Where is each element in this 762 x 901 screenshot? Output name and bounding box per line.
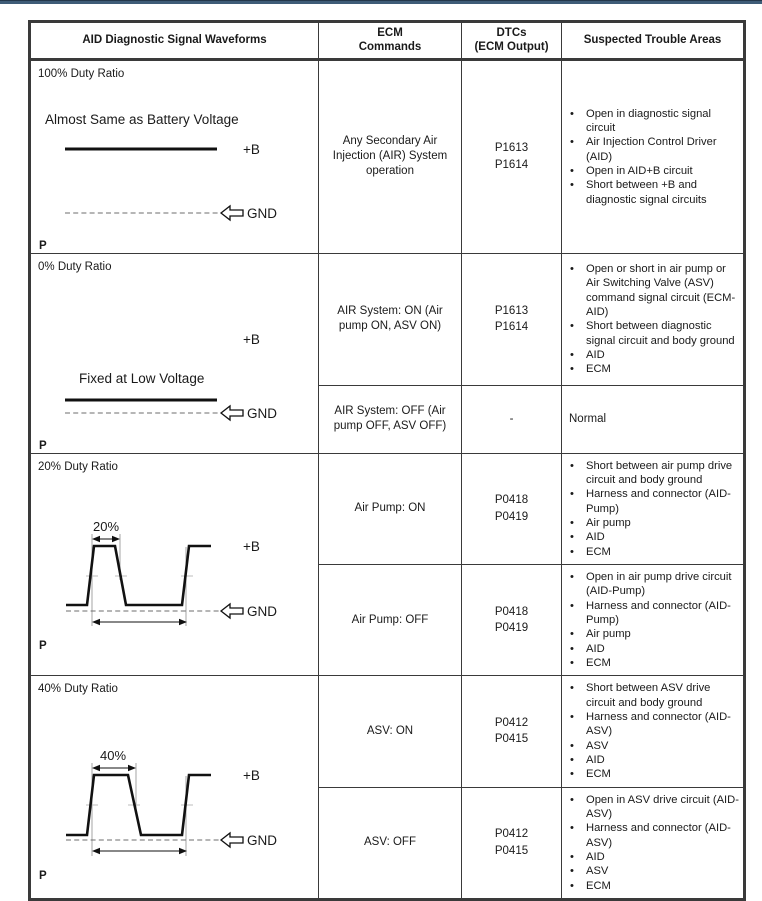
waveform-annotation: Almost Same as Battery Voltage [45, 111, 239, 127]
gnd-label: GND [247, 205, 277, 221]
trouble-area-cell [562, 453, 744, 564]
list-item: • Open in air pump drive circuit (AID-Pump) [562, 570, 740, 599]
table-row [31, 676, 744, 787]
aid-diagnostic-table [30, 22, 744, 899]
arrowhead-left [92, 619, 100, 625]
list-item: • Air Injection Control Driver (AID) [562, 135, 740, 164]
list-item: P1613 [494, 304, 529, 317]
trouble-plain-text: Normal [569, 413, 607, 426]
table-row [31, 253, 744, 385]
trouble-area-cell [562, 385, 744, 453]
header-dtcs-line2: (ECM Output) [474, 41, 549, 54]
diagnostic-table-frame [28, 20, 746, 901]
waveform-diagram-pulse-20 [31, 454, 318, 676]
trouble-bullet-list [562, 459, 740, 559]
list-item: • Harness and connector (AID-Pump) [562, 487, 740, 516]
plus-b-label: +B [243, 141, 260, 157]
list-item: • Open or short in air pump or Air Switching Valve (ASV) command signal circuit (ECM-AID) [562, 262, 740, 319]
trouble-area-cell [562, 787, 744, 898]
list-item: • ECM [562, 362, 740, 376]
gnd-arrow-icon [221, 406, 243, 420]
trouble-bullet-list [562, 107, 740, 207]
waveform-svg-100pct [31, 61, 319, 255]
list-item: P1614 [494, 321, 529, 334]
list-item: • Open in ASV drive circuit (AID-ASV) [562, 793, 740, 822]
list-item: • Air pump [562, 516, 740, 530]
list-item: • ECM [562, 545, 740, 559]
trouble-area-cell [562, 565, 744, 676]
header-row [31, 23, 744, 60]
ecm-command-cell: AIR System: OFF (Air pump OFF, ASV OFF) [319, 385, 462, 453]
probe-label: P [39, 439, 47, 452]
dtc-cell [462, 385, 562, 453]
waveform-cell-20pct [31, 453, 319, 676]
list-item: • AID [562, 642, 740, 656]
waveform-cell-100pct [31, 59, 319, 253]
list-item: • Air pump [562, 627, 740, 641]
ecm-command-cell: ASV: OFF [319, 787, 462, 898]
header-trouble-label: Suspected Trouble Areas [583, 34, 722, 47]
list-item: • Harness and connector (AID-Pump) [562, 599, 740, 628]
dtc-cell [462, 565, 562, 676]
header-dtcs-line1: DTCs [496, 27, 527, 39]
list-item: P0415 [494, 844, 529, 857]
list-item: P0418 [494, 605, 529, 618]
plus-b-label: +B [243, 538, 260, 554]
duty-ratio-label: 20% Duty Ratio [38, 460, 118, 473]
list-item: P0415 [494, 733, 529, 746]
list-item: P0418 [494, 494, 529, 507]
waveform-diagram-flat-high [31, 61, 318, 253]
duty-ratio-label: 100% Duty Ratio [38, 67, 125, 80]
list-item: P0419 [494, 622, 529, 635]
arrowhead-right [112, 536, 120, 542]
dtc-cell [462, 453, 562, 564]
gnd-label: GND [247, 833, 277, 849]
waveform-svg-0pct [31, 254, 319, 455]
list-item: • Short between ASV drive circuit and body ground [562, 681, 740, 710]
list-item: • Short between diagnostic signal circuit and body ground [562, 319, 740, 348]
probe-label: P [39, 639, 47, 652]
list-item: • AID [562, 348, 740, 362]
list-item: • Short between +B and diagnostic signal circuits [562, 178, 740, 207]
list-item: • Harness and connector (AID-ASV) [562, 821, 740, 850]
header-waveforms [31, 23, 319, 60]
list-item: • Short between air pump drive circuit and body ground [562, 459, 740, 488]
waveform-diagram-flat-low [31, 254, 318, 453]
header-waveforms-label: AID Diagnostic Signal Waveforms [82, 34, 267, 47]
arrowhead-right [128, 765, 136, 771]
arrowhead-left [92, 848, 100, 854]
dtc-cell [462, 676, 562, 787]
duty-ratio-label: 40% Duty Ratio [38, 683, 118, 696]
ecm-command-cell: Any Secondary Air Injection (AIR) System operation [319, 59, 462, 253]
duty-percent-label: 40% [100, 748, 127, 764]
header-trouble-areas [562, 23, 744, 60]
probe-label: P [39, 239, 47, 252]
ecm-command-cell: Air Pump: OFF [319, 565, 462, 676]
table-row [31, 453, 744, 564]
list-item: P1613 [494, 142, 529, 155]
table-row [31, 59, 744, 253]
list-item: • Open in AID+B circuit [562, 164, 740, 178]
list-item: • ECM [562, 879, 740, 893]
arrowhead-left [92, 765, 100, 771]
gnd-arrow-icon [221, 604, 243, 618]
list-item: • Open in diagnostic signal circuit [562, 107, 740, 136]
page-top-accent-bar [0, 0, 762, 4]
plus-b-label: +B [243, 768, 260, 784]
trouble-area-cell [562, 59, 744, 253]
gnd-label: GND [247, 405, 277, 421]
trouble-bullet-list [562, 793, 740, 893]
ecm-command-cell: AIR System: ON (Air pump ON, ASV ON) [319, 253, 462, 385]
waveform-annotation: Fixed at Low Voltage [79, 370, 205, 386]
list-item: P0412 [494, 716, 529, 729]
list-item: P1614 [494, 158, 529, 171]
duty-percent-label: 20% [93, 518, 120, 534]
list-item: • Harness and connector (AID-ASV) [562, 710, 740, 739]
header-ecm-line1: ECM [377, 27, 403, 39]
arrowhead-left [92, 536, 100, 542]
list-item: • AID [562, 753, 740, 767]
list-item: • ECM [562, 767, 740, 781]
trouble-bullet-list [562, 570, 740, 670]
gnd-arrow-icon [221, 206, 243, 220]
trouble-bullet-list [562, 681, 740, 781]
probe-label: P [39, 870, 47, 883]
list-item: • ASV [562, 739, 740, 753]
dtc-cell [462, 253, 562, 385]
list-item: • ECM [562, 656, 740, 670]
ecm-command-cell: Air Pump: ON [319, 453, 462, 564]
header-ecm-commands [319, 23, 462, 60]
gnd-arrow-icon [221, 833, 243, 847]
trouble-bullet-list [562, 262, 740, 377]
list-item: P0419 [494, 510, 529, 523]
ecm-command-cell: ASV: ON [319, 676, 462, 787]
waveform-cell-40pct [31, 676, 319, 899]
waveform-diagram-pulse-40 [31, 676, 318, 898]
dtc-cell [462, 787, 562, 898]
trouble-area-cell [562, 676, 744, 787]
dtc-cell [462, 59, 562, 253]
header-dtcs [462, 23, 562, 60]
list-item: - [509, 412, 514, 425]
trouble-area-cell [562, 253, 744, 385]
list-item: • AID [562, 850, 740, 864]
list-item: • ASV [562, 864, 740, 878]
list-item: • AID [562, 530, 740, 544]
waveform-cell-0pct [31, 253, 319, 453]
duty-ratio-label: 0% Duty Ratio [38, 260, 112, 273]
waveform-svg-20pct [31, 454, 319, 655]
gnd-label: GND [247, 603, 277, 619]
waveform-svg-40pct [31, 676, 319, 886]
header-ecm-line2: Commands [358, 41, 422, 54]
plus-b-label: +B [243, 331, 260, 347]
list-item: P0412 [494, 828, 529, 841]
